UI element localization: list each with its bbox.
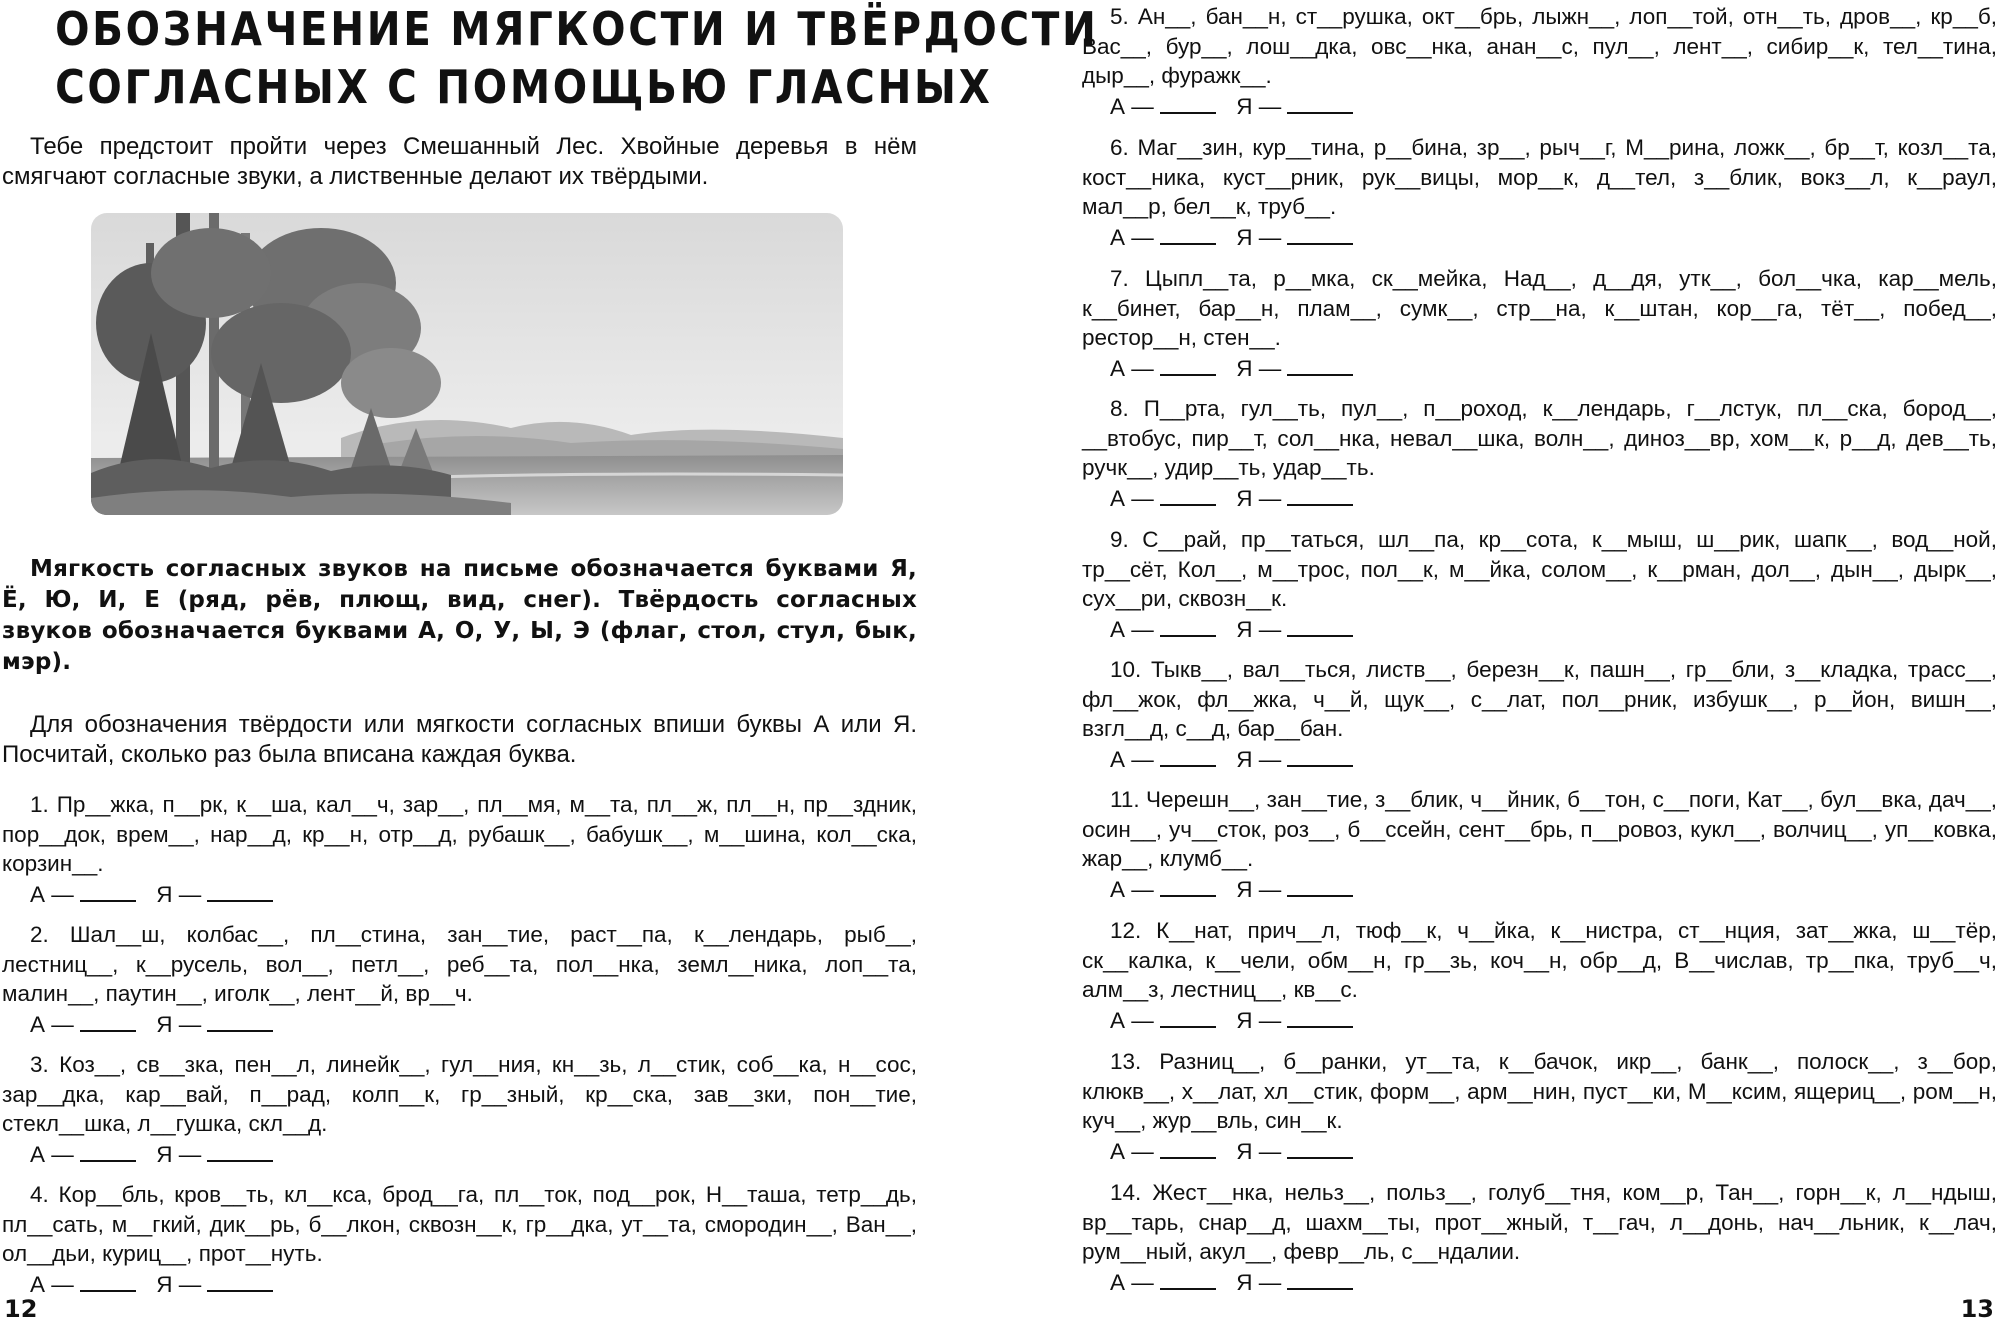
exercise-words: К__нат, прич__л, тюф__к, ч__йка, к__нистра, ст__нция, зат__жка, ш__тёр, ск__калка, к__чели, обм__н, гр__зь, коч__н, обр__д, В__числав, тр__пка, труб__ч, алм__з, лестниц__, кв__с. bbox=[1082, 918, 1997, 1002]
exercise-words: С__рай, пр__таться, шл__па, кр__сота, к__мыш, ш__рик, шапк__, вод__ной, тр__сёт, Кол__, м__трос, пол__к, м__йка, солом__, к__рман, дол__, дын__, дырк__, сух__ри, сквозн__к. bbox=[1082, 527, 1997, 611]
exercise-text bbox=[1082, 394, 1997, 483]
answer-blank-ya[interactable] bbox=[207, 880, 273, 902]
answer-label-ya: Я — bbox=[1236, 616, 1282, 642]
answer-label-a: А — bbox=[1110, 224, 1154, 250]
exercise-words: Разниц__, б__ранки, ут__та, к__бачок, икр__, банк__, полоск__, з__бор, клюкв__, х__лат, хл__стик, форм__, арм__нин, пуст__ки, М__ксим, ящериц__, ром__н, куч__, жур__вль, син__к. bbox=[1082, 1049, 1997, 1133]
exercise-4 bbox=[2, 1180, 917, 1299]
exercise-text bbox=[1082, 655, 1997, 744]
answer-label-a: А — bbox=[30, 1011, 74, 1037]
answer-label-ya: Я — bbox=[156, 881, 202, 907]
exercise-text bbox=[1082, 264, 1997, 353]
exercise-text bbox=[2, 920, 917, 1009]
answer-label-a: А — bbox=[30, 1271, 74, 1297]
exercise-words: Цыпл__та, р__мка, ск__мейка, Над__, д__дя, утк__, бол__чка, кар__мель, к__бинет, бар__н, плам__, сумк__, стр__на, к__штан, кор__га, тёт__, побед__, рестор__н, стен__. bbox=[1082, 266, 1997, 350]
answer-blank-a[interactable] bbox=[1160, 223, 1216, 245]
exercise-text bbox=[1082, 525, 1997, 614]
exercise-number: 4. bbox=[30, 1182, 49, 1207]
answer-blank-ya[interactable] bbox=[1287, 1006, 1353, 1028]
exercise-number: 1. bbox=[30, 792, 49, 817]
answer-blank-ya[interactable] bbox=[1287, 92, 1353, 114]
exercise-1 bbox=[2, 790, 917, 909]
answer-label-ya: Я — bbox=[1236, 876, 1282, 902]
exercise-number: 10. bbox=[1110, 657, 1142, 682]
answer-blank-a[interactable] bbox=[80, 1010, 136, 1032]
answer-blank-ya[interactable] bbox=[1287, 875, 1353, 897]
answer-label-a: А — bbox=[1110, 876, 1154, 902]
title-line-1: ОБОЗНАЧЕНИЕ МЯГКОСТИ И ТВЁРДОСТИ bbox=[55, 2, 1099, 56]
answer-line bbox=[2, 880, 917, 910]
answer-blank-ya[interactable] bbox=[1287, 1137, 1353, 1159]
exercise-number: 5. bbox=[1110, 4, 1129, 29]
answer-line bbox=[1082, 92, 1997, 122]
answer-line bbox=[2, 1010, 917, 1040]
answer-line bbox=[1082, 484, 1997, 514]
exercise-6 bbox=[1082, 133, 1997, 252]
answer-blank-a[interactable] bbox=[1160, 875, 1216, 897]
answer-label-ya: Я — bbox=[156, 1141, 202, 1167]
exercise-5 bbox=[1082, 2, 1997, 121]
answer-blank-a[interactable] bbox=[1160, 1268, 1216, 1290]
exercise-3 bbox=[2, 1050, 917, 1169]
page-title bbox=[55, 0, 1099, 116]
answer-line bbox=[2, 1140, 917, 1170]
answer-label-a: А — bbox=[1110, 616, 1154, 642]
answer-label-ya: Я — bbox=[156, 1271, 202, 1297]
exercise-text bbox=[2, 790, 917, 879]
exercise-words: Тыкв__, вал__ться, листв__, березн__к, пашн__, гр__бли, з__кладка, трасс__, фл__жок, фл__жка, ч__й, щук__, с__лат, пол__рник, избушк__, р__йон, вишн__, взгл__д, с__д, бар__бан. bbox=[1082, 657, 1997, 741]
answer-blank-a[interactable] bbox=[1160, 615, 1216, 637]
answer-blank-a[interactable] bbox=[80, 1270, 136, 1292]
answer-line bbox=[1082, 875, 1997, 905]
answer-blank-a[interactable] bbox=[80, 1140, 136, 1162]
answer-label-a: А — bbox=[1110, 1007, 1154, 1033]
exercise-11 bbox=[1082, 785, 1997, 904]
exercise-words: Кор__бль, кров__ть, кл__кса, брод__га, пл__ток, под__рок, Н__таша, тетр__дь, пл__сать, м__гкий, дик__рь, б__лкон, сквозн__к, гр__дка, ут__та, смородин__, Ван__, ол__дьи, куриц__, прот__нуть. bbox=[2, 1182, 917, 1266]
answer-label-a: А — bbox=[1110, 485, 1154, 511]
exercise-words: Жест__нка, нельз__, польз__, голуб__тня, ком__р, Тан__, горн__к, л__ндыш, вр__тарь, снар__д, шахм__ты, прот__жный, т__гач, л__донь, нач__льник, к__лач, рум__ный, акул__, февр__ль, с__ндалии. bbox=[1082, 1180, 1997, 1264]
exercise-number: 6. bbox=[1110, 135, 1129, 160]
exercise-number: 8. bbox=[1110, 396, 1129, 421]
answer-blank-a[interactable] bbox=[80, 880, 136, 902]
exercise-text bbox=[1082, 133, 1997, 222]
answer-label-ya: Я — bbox=[1236, 746, 1282, 772]
exercise-text bbox=[1082, 916, 1997, 1005]
answer-label-ya: Я — bbox=[1236, 1007, 1282, 1033]
exercise-text bbox=[1082, 1047, 1997, 1136]
answer-label-a: А — bbox=[1110, 1269, 1154, 1295]
answer-label-a: А — bbox=[1110, 1138, 1154, 1164]
exercise-number: 12. bbox=[1110, 918, 1142, 943]
exercise-words: П__рта, гул__ть, пул__, п__роход, к__лендарь, г__лстук, пл__ска, бород__, __втобус, пир__т, сол__нка, невал__шка, волн__, диноз__вр, хом__к, р__д, дев__ть, ручк__, удир__ть, удар__ть. bbox=[1082, 396, 1997, 480]
exercise-number: 13. bbox=[1110, 1049, 1142, 1074]
answer-blank-ya[interactable] bbox=[207, 1010, 273, 1032]
answer-line bbox=[1082, 223, 1997, 253]
answer-line bbox=[1082, 354, 1997, 384]
answer-blank-a[interactable] bbox=[1160, 745, 1216, 767]
answer-blank-a[interactable] bbox=[1160, 484, 1216, 506]
answer-blank-ya[interactable] bbox=[1287, 484, 1353, 506]
answer-line bbox=[1082, 745, 1997, 775]
answer-blank-ya[interactable] bbox=[1287, 223, 1353, 245]
answer-blank-ya[interactable] bbox=[207, 1140, 273, 1162]
exercise-words: Ан__, бан__н, ст__рушка, окт__брь, лыжн__, лоп__той, отн__ть, дров__, кр__б, Вас__, бур__, лош__дка, овс__нка, анан__с, пул__, лент__, сибир__к, тел__тина, дыр__, фуражк__. bbox=[1082, 4, 1997, 88]
exercise-8 bbox=[1082, 394, 1997, 513]
exercise-number: 7. bbox=[1110, 266, 1129, 291]
answer-label-ya: Я — bbox=[1236, 485, 1282, 511]
answer-label-ya: Я — bbox=[1236, 1269, 1282, 1295]
exercise-14 bbox=[1082, 1178, 1997, 1297]
exercise-number: 3. bbox=[30, 1052, 49, 1077]
exercise-number: 11. bbox=[1110, 787, 1140, 812]
answer-blank-a[interactable] bbox=[1160, 354, 1216, 376]
answer-label-ya: Я — bbox=[1236, 355, 1282, 381]
answer-line bbox=[1082, 1006, 1997, 1036]
exercise-words: Черешн__, зан__тие, з__блик, ч__йник, б__тон, с__поги, Кат__, бул__вка, дач__, осин__, уч__сток, роз__, б__ссейн, сент__брь, п__ровоз, кукл__, волчиц__, уп__ковка, жар__, клумб__. bbox=[1082, 787, 1997, 871]
answer-label-a: А — bbox=[30, 881, 74, 907]
answer-blank-ya[interactable] bbox=[1287, 1268, 1353, 1290]
answer-label-ya: Я — bbox=[156, 1011, 202, 1037]
answer-blank-a[interactable] bbox=[1160, 92, 1216, 114]
answer-label-a: А — bbox=[1110, 355, 1154, 381]
exercise-12 bbox=[1082, 916, 1997, 1035]
title-line-2: СОГЛАСНЫХ С ПОМОЩЬЮ ГЛАСНЫХ bbox=[55, 60, 993, 114]
right-page bbox=[1000, 0, 2000, 1329]
answer-line bbox=[1082, 1137, 1997, 1167]
answer-label-ya: Я — bbox=[1236, 1138, 1282, 1164]
exercise-text bbox=[2, 1180, 917, 1269]
exercise-text bbox=[2, 1050, 917, 1139]
answer-label-a: А — bbox=[1110, 93, 1154, 119]
instruction-paragraph: Для обозначения твёрдости или мягкости согласных впиши буквы А или Я. Посчитай, сколько раз была вписана каждая буква. bbox=[2, 711, 917, 768]
answer-line bbox=[2, 1270, 917, 1300]
exercise-words: Коз__, св__зка, пен__л, линейк__, гул__ния, кн__зь, л__стик, соб__ка, н__сос, зар__дка, кар__вай, п__рад, колп__к, гр__зный, кр__ска, зав__зки, пон__тие, стекл__шка, л__гушка, скл__д. bbox=[2, 1052, 917, 1136]
exercise-number: 9. bbox=[1110, 527, 1129, 552]
intro-paragraph: Тебе предстоит пройти через Смешанный Лес. Хвойные деревья в нём смягчают согласные звуки, а лиственные делают их твёрдыми. bbox=[2, 133, 917, 190]
exercise-text bbox=[1082, 1178, 1997, 1267]
page-number-left: 12 bbox=[4, 1295, 38, 1323]
exercise-9 bbox=[1082, 525, 1997, 644]
answer-blank-a[interactable] bbox=[1160, 1137, 1216, 1159]
answer-blank-ya[interactable] bbox=[1287, 615, 1353, 637]
forest-illustration bbox=[91, 213, 843, 515]
answer-line bbox=[1082, 615, 1997, 645]
exercise-number: 2. bbox=[30, 922, 49, 947]
exercise-text bbox=[1082, 2, 1997, 91]
exercise-text bbox=[1082, 785, 1997, 874]
rule-paragraph: Мягкость согласных звуков на письме обозначается буквами Я, Ё, Ю, И, Е (ряд, рёв, плющ, вид, снег). Твёрдость согласных звуков обозначается буквами А, О, У, Ы, Э (флаг, стол, стул, бык, мэр). bbox=[2, 556, 917, 675]
answer-blank-ya[interactable] bbox=[1287, 354, 1353, 376]
exercise-number: 14. bbox=[1110, 1180, 1142, 1205]
exercise-2 bbox=[2, 920, 917, 1039]
exercise-words: Маг__зин, кур__тина, р__бина, зр__, рыч__г, М__рина, ложк__, бр__т, козл__та, кост__ника, куст__рник, рук__вицы, мор__к, д__тел, з__блик, вокз__л, к__раул, мал__р, бел__к, труб__. bbox=[1082, 135, 1997, 219]
answer-blank-ya[interactable] bbox=[1287, 745, 1353, 767]
exercise-13 bbox=[1082, 1047, 1997, 1166]
answer-blank-a[interactable] bbox=[1160, 1006, 1216, 1028]
exercise-10 bbox=[1082, 655, 1997, 774]
exercise-words: Пр__жка, п__рк, к__ша, кал__ч, зар__, пл__мя, м__та, пл__ж, пл__н, пр__здник, пор__док, врем__, нар__д, кр__н, отр__д, рубашк__, бабушк__, м__шина, кол__ска, корзин__. bbox=[2, 792, 917, 876]
answer-blank-ya[interactable] bbox=[207, 1270, 273, 1292]
answer-label-a: А — bbox=[30, 1141, 74, 1167]
answer-label-ya: Я — bbox=[1236, 224, 1282, 250]
exercise-words: Шал__ш, колбас__, пл__стина, зан__тие, раст__па, к__лендарь, рыб__, лестниц__, к__русель, вол__, петл__, реб__та, пол__нка, земл__ника, лоп__та, малин__, паутин__, иголк__, лент__й, вр__ч. bbox=[2, 922, 917, 1006]
exercise-7 bbox=[1082, 264, 1997, 383]
answer-line bbox=[1082, 1268, 1997, 1298]
page-number-right: 13 bbox=[1960, 1295, 1994, 1323]
answer-label-ya: Я — bbox=[1236, 93, 1282, 119]
answer-label-a: А — bbox=[1110, 746, 1154, 772]
